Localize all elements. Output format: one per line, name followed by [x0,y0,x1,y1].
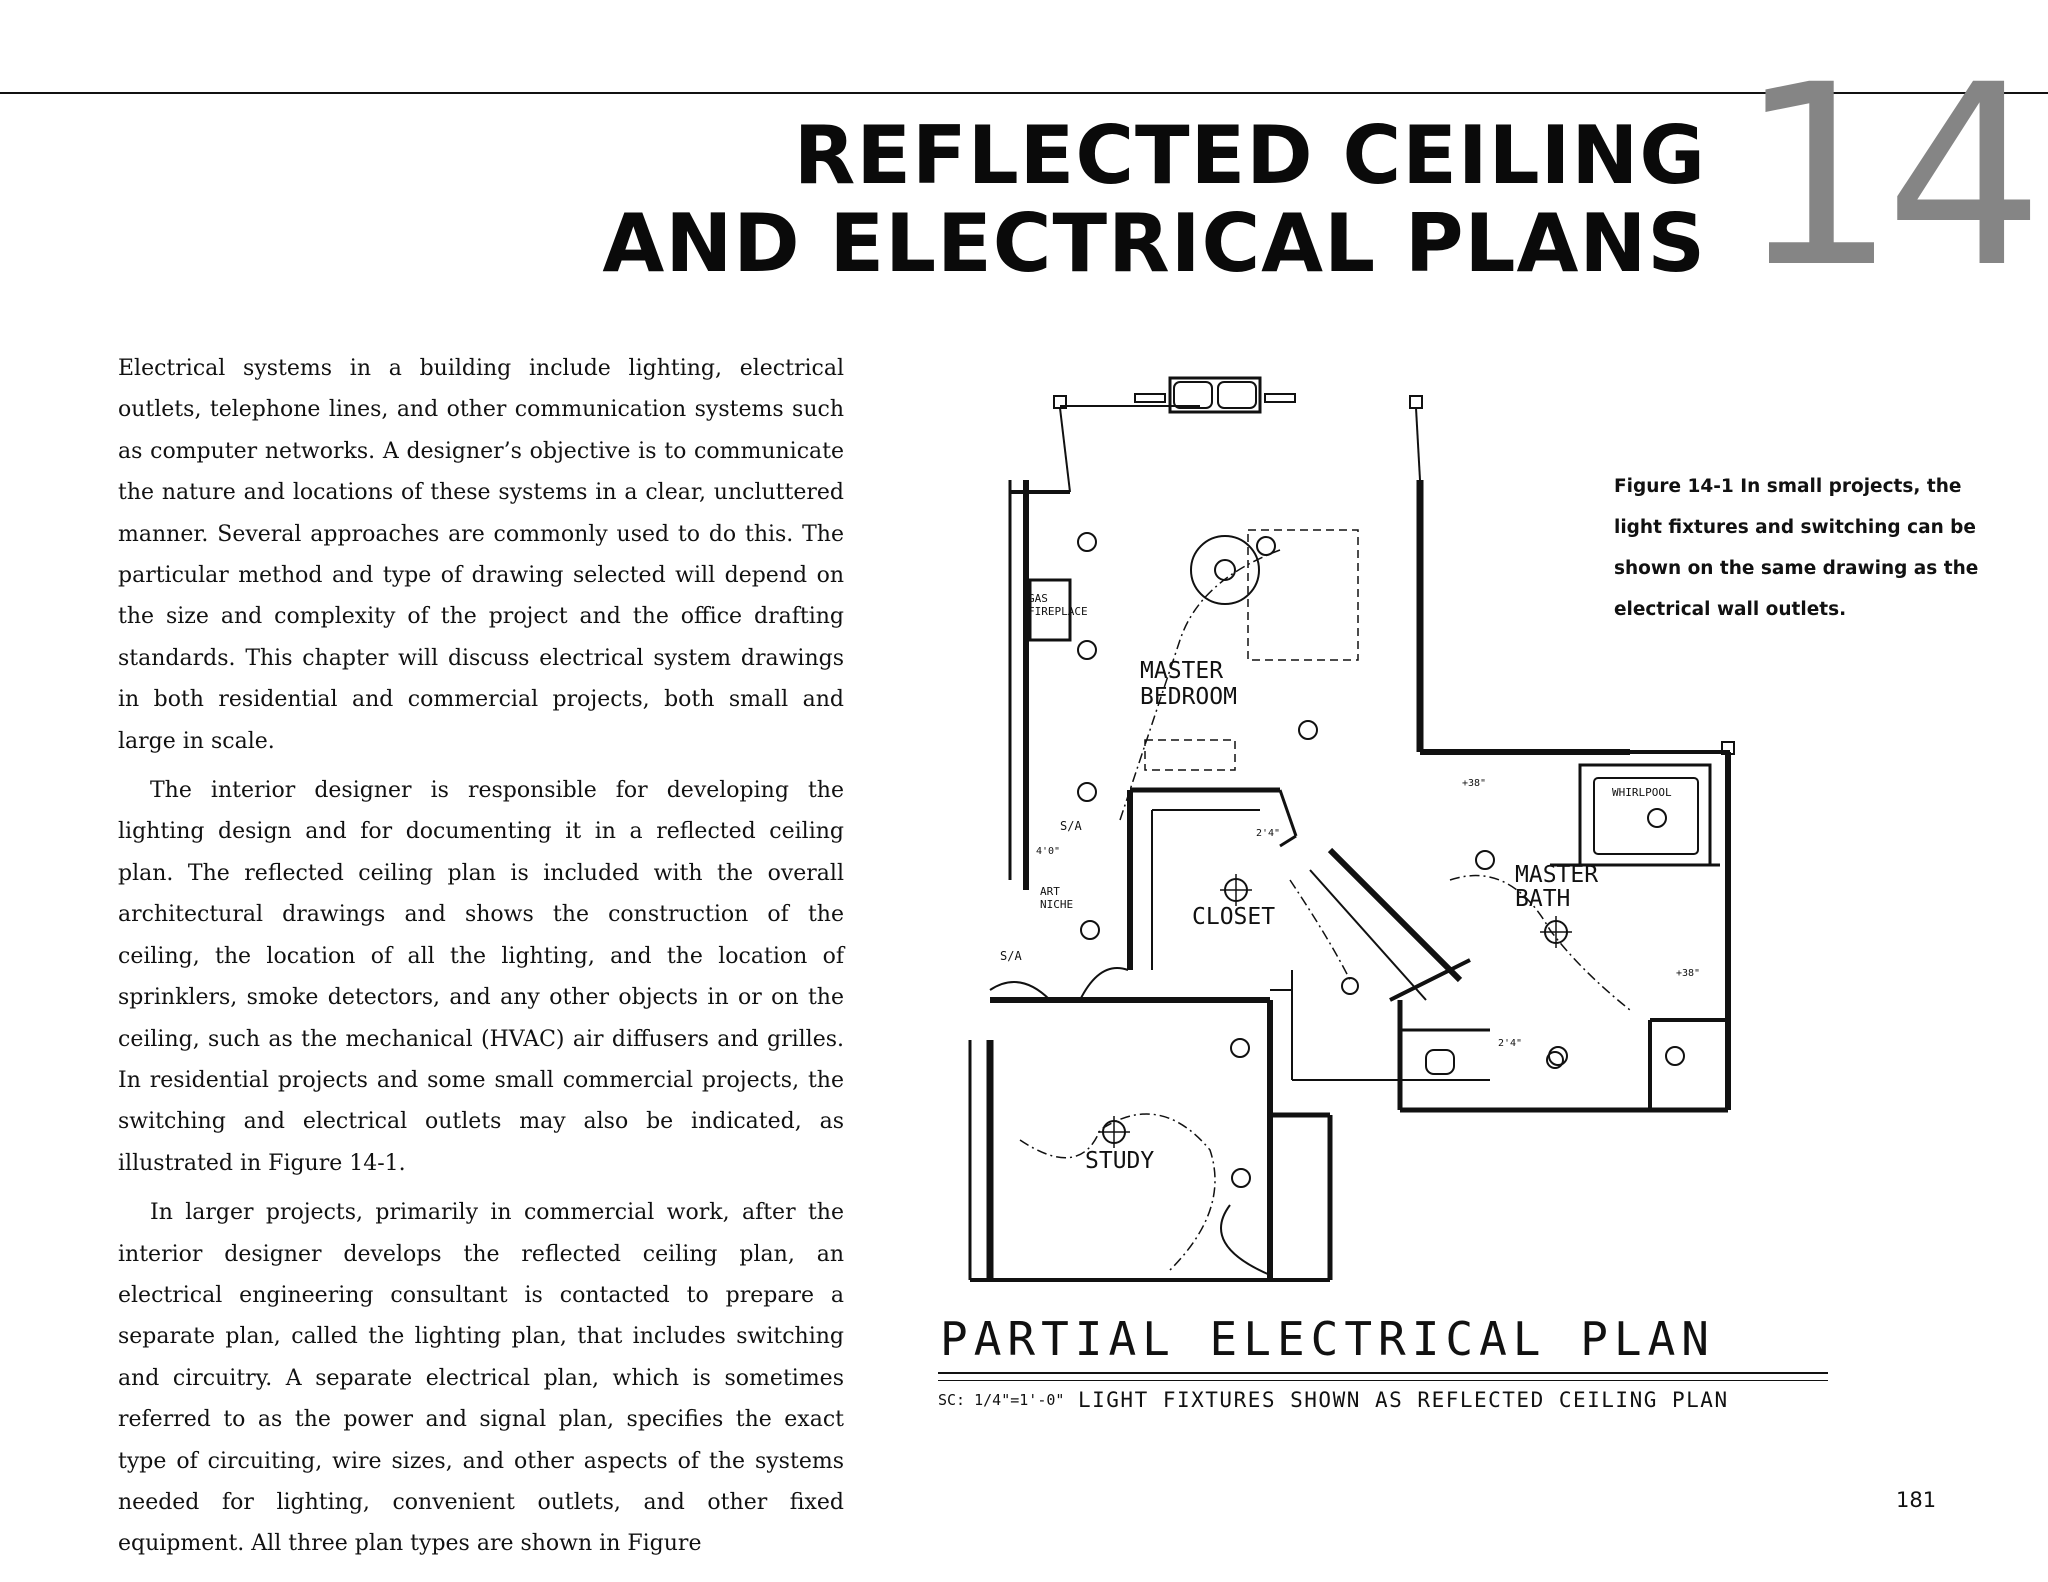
door-swing [1080,968,1128,1000]
receptacle [1078,533,1096,551]
label-art: ART [1040,885,1060,898]
label-whirlpool: WHIRLPOOL [1612,786,1672,799]
ceiling-fan [1191,536,1259,604]
label-height-40: 4'0" [1036,846,1061,857]
page-number: 181 [1896,1488,1937,1512]
receptacle [1078,783,1096,801]
recessed-light [1342,978,1358,994]
room-label-closet: CLOSET [1192,904,1276,930]
window-unit [1218,382,1256,408]
receptacle [1648,809,1666,827]
receptacle [1232,1169,1250,1187]
label-height-38-1: +38" [1462,778,1487,789]
wall [1280,836,1296,846]
wall-hatch [1135,394,1165,402]
receptacle [1231,1039,1249,1057]
paragraph-3: In larger projects, primarily in commercial work, after the interior designer develops the reflected ceiling plan, an electrical engineering consultant is contacted to prepare a separate plan, called the lighting plan, that includes switching and circuitry. A separate electrical plan, which is sometimes referred to as the power and signal plan, specifies the exact type of circuiting, wire sizes, and other aspects of the systems needed for lighting, convenient outlets, and other fixed equipment. All three plan types are shown in Figure [118,1200,844,1557]
label-height-24-2: 2'4" [1498,1038,1523,1049]
room-label-master-bedroom-1: MASTER [1140,658,1224,684]
plan-scale: SC: 1/4"=1'-0" [938,1391,1065,1409]
chapter-title [602,109,1706,290]
toilet [1426,1050,1454,1074]
chapter-title-line2: AND ELECTRICAL PLANS [602,197,1706,290]
receptacle [1081,921,1099,939]
wall-hatch [1265,394,1295,402]
plan-title-rule [938,1380,1828,1381]
label-niche: NICHE [1040,898,1074,911]
room-label-master-bath-1: MASTER [1515,862,1599,888]
switch-leg [1020,1114,1215,1270]
receptacle [1078,641,1096,659]
whirlpool-tub [1580,765,1710,865]
receptacle [1299,721,1317,739]
receptacle [1549,1047,1567,1065]
label-gas: GAS [1028,592,1048,605]
wall [1280,790,1296,836]
room-label-study: STUDY [1085,1148,1155,1174]
room-label-master-bath-2: BATH [1515,886,1571,912]
receptacle [1476,851,1494,869]
paragraph-1: Electrical systems in a building include lighting, electrical outlets, telephone lines, and other communication systems such as computer networks. A designer’s objective is to communicate the nature and locations of these systems in a clear, uncluttered manner. Several approaches are commonly used to do this. The particular method and type of drawing selected will depend on the size and complexity of the project and the office drafting standards. This chapter will discuss electrical system drawings in both residential and commercial projects, both small and large in scale. [118,356,844,754]
floor-plan-drawing [930,360,1750,1420]
body-text [118,348,844,1573]
plan-note: LIGHT FIXTURES SHOWN AS REFLECTED CEILING PLAN [1078,1388,1729,1412]
bay-wall [1060,408,1070,492]
label-sa-2: S/A [1000,949,1022,963]
window-unit [1174,382,1212,408]
corner-post [1410,396,1422,408]
figure-caption: Figure 14-1 In small projects, the light fixtures and switching can be shown on the same drawing as the electrical wall outlets. [1614,476,1979,620]
plan-title-rule [938,1372,1828,1374]
label-sa-1: S/A [1060,819,1082,833]
label-fireplace: FIREPLACE [1028,605,1088,618]
label-height-38-2: +38" [1676,968,1701,979]
receptacle [1666,1047,1684,1065]
room-label-master-bedroom-2: BEDROOM [1140,684,1237,710]
closet-shelf [1145,740,1235,770]
ceiling-fan-hub [1215,560,1235,580]
door-swing [1221,1205,1270,1275]
plan-title: PARTIAL ELECTRICAL PLAN [940,1312,1715,1366]
label-height-24-1: 2'4" [1256,828,1281,839]
paragraph-2: The interior designer is responsible for developing the lighting design and for documenting it in a reflected ceiling plan. The reflected ceiling plan is included with the overall architectural drawings and shows the construction of the ceiling, the location of all the lighting, and the location of sprinklers, smoke detectors, and any other objects in or on the ceiling, such as the mechanical (HVAC) air diffusers and grilles. In residential projects and some small commercial projects, the switching and electrical outlets may also be indicated, as illustrated in Figure 14-1. [118,778,844,1176]
chapter-title-line1: REFLECTED CEILING [793,109,1706,202]
bay-wall [1416,408,1420,480]
switch-leg [1290,880,1350,980]
chapter-number: 14 [1738,31,2033,322]
recessed-light-panel [1248,530,1358,660]
